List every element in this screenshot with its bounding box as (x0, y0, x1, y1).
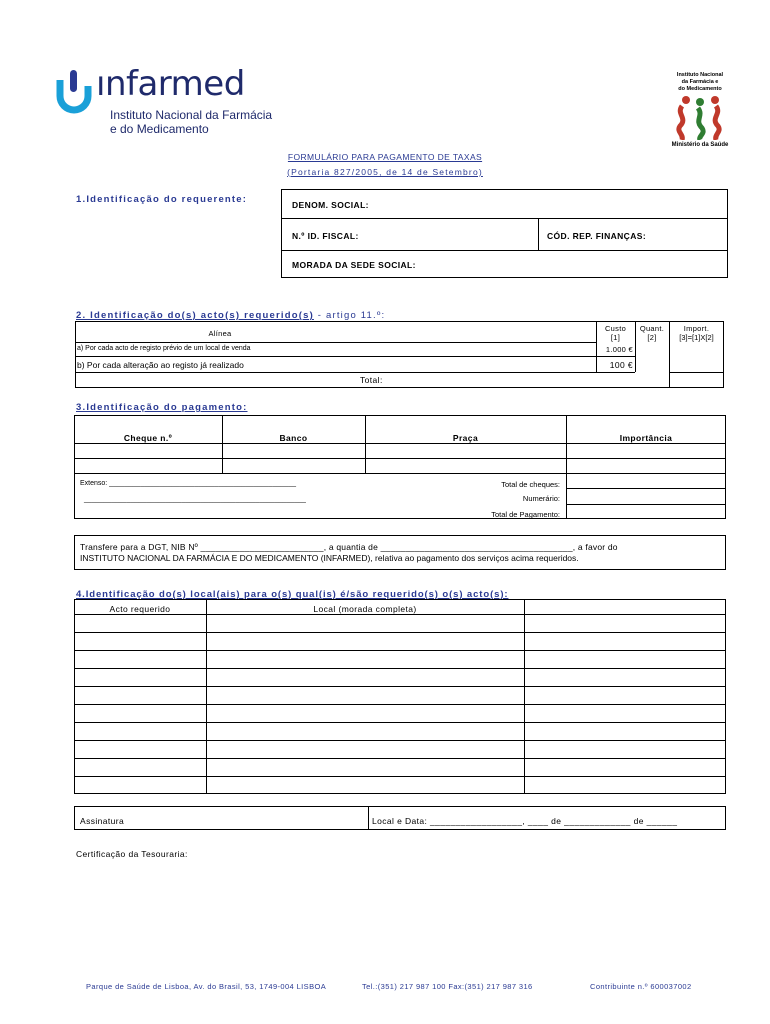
loc-hline-8 (74, 740, 726, 741)
pag-hline-3 (74, 473, 726, 474)
numerario-label: Numerário: (522, 494, 560, 503)
requerente-divider-1 (281, 218, 728, 219)
section3-heading: 3.Identificação do pagamento: (76, 402, 248, 413)
ministry-bottom-label: Ministério da Saúde (671, 142, 729, 148)
footer-phone: Tel.:(351) 217 987 100 Fax:(351) 217 987 316 (362, 982, 533, 991)
pag-hline-2 (74, 458, 726, 459)
pag-vline-2 (365, 415, 366, 473)
loc-hline-5 (74, 686, 726, 687)
actos-hline-2 (75, 356, 596, 357)
total-cheques-label: Total de cheques: (501, 480, 560, 489)
transfer-line1: Transfere para a DGT, NIB Nº _________________________, a quantia de _______________________________________, a favor do (80, 542, 618, 552)
loc-hline-6 (74, 704, 726, 705)
total-label: Total: (360, 375, 383, 385)
pag-hline-5 (566, 504, 726, 505)
local-data-label: Local e Data: __________________, ____ de _____________ de ______ (372, 816, 678, 826)
loc-hline-3 (74, 650, 726, 651)
section1-heading: 1.Identificação do requerente: (76, 194, 248, 205)
pag-vline-1 (222, 415, 223, 473)
ministry-top-line1: Instituto Nacional (676, 72, 724, 78)
col-banco: Banco (279, 433, 308, 443)
infarmed-logo (56, 64, 276, 140)
col-custo-sub: [1] (610, 333, 621, 342)
section2-heading-main: 2. Identificação do(s) acto(s) requerido(s) (76, 310, 314, 321)
total-pagamento-label: Total de Pagamento: (491, 510, 560, 519)
section2-heading-suffix: - artigo 11.º: (313, 310, 386, 321)
row-a-label: a) Por cada acto de registo prévio de um local de venda (77, 345, 251, 352)
denom-social-label: DENOM. SOCIAL: (292, 200, 369, 210)
col-import-sub: [3]=[1]X[2] (679, 333, 714, 342)
requerente-divider-2 (281, 250, 728, 251)
loc-vline-2 (524, 599, 525, 794)
ministry-top-line3: do Medicamento (678, 86, 722, 92)
col-quant: Quant. (639, 324, 665, 333)
loc-hline-2 (74, 632, 726, 633)
extenso-line2: _________________________________________________________ (84, 496, 306, 503)
row-b-custo: 100 € (609, 360, 633, 370)
transfer-line2: INSTITUTO NACIONAL DA FARMÁCIA E DO MEDICAMENTO (INFARMED), relativa ao pagamento dos serviços acima requeridos. (80, 553, 579, 563)
loc-hline-1 (74, 614, 726, 615)
actos-hline-6 (669, 372, 724, 373)
col-praca: Praça (452, 433, 479, 443)
form-title: FORMULÁRIO PARA PAGAMENTO DE TAXAS (287, 152, 483, 162)
loc-hline-9 (74, 758, 726, 759)
row-a-custo: 1.000 € (605, 345, 633, 354)
logo-line1: Instituto Nacional da Farmácia (110, 108, 273, 122)
col-acto-requerido: Acto requerido (109, 604, 171, 614)
col-alinea: Alínea (208, 329, 232, 338)
section4-heading: 4.Identificação do(s) local(ais) para o(s) qual(is) é/são requerido(s) o(s) acto(s): (76, 589, 509, 600)
loc-hline-7 (74, 722, 726, 723)
loc-hline-4 (74, 668, 726, 669)
actos-hline-1 (75, 342, 596, 343)
logo-wordmark: ınfarmed (96, 64, 245, 104)
pag-hline-1 (74, 443, 726, 444)
col-quant-sub: [2] (647, 333, 657, 342)
ministry-emblem (660, 72, 740, 152)
pag-hline-4 (566, 488, 726, 489)
logo-line2: e do Medicamento (110, 122, 209, 136)
extenso-line1: Extenso: ________________________________________________ (80, 480, 297, 487)
actos-hline-5 (596, 372, 635, 373)
ministry-top-line2: da Farmácia e (681, 79, 719, 85)
loc-hline-10 (74, 776, 726, 777)
col-import: Import. (683, 324, 710, 333)
nif-label: N.º ID. FISCAL: (292, 231, 359, 241)
col-importancia: Importância (619, 433, 673, 443)
actos-hline-4 (596, 356, 635, 357)
signature-vline (368, 806, 369, 830)
assinatura-label: Assinatura (80, 816, 125, 826)
infarmed-u-icon (56, 68, 96, 116)
morada-sede-label: MORADA DA SEDE SOCIAL: (292, 260, 416, 270)
footer-address: Parque de Saúde de Lisboa, Av. do Brasil, 53, 1749-004 LISBOA (86, 982, 327, 991)
form-subtitle: (Portaria 827/2005, de 14 de Setembro) (287, 167, 483, 177)
ministry-figures-icon (670, 94, 730, 140)
footer-nif: Contribuinte n.º 600037002 (590, 982, 692, 991)
col-local-morada: Local (morada completa) (313, 604, 417, 614)
row-b-label: b) Por cada alteração ao registo já realizado (77, 360, 244, 370)
locais-table (74, 599, 726, 794)
col-custo: Custo (604, 324, 627, 333)
cod-financas-label: CÓD. REP. FINANÇAS: (547, 231, 647, 241)
section2-heading (76, 310, 385, 321)
col-cheque: Cheque n.º (123, 433, 173, 443)
requerente-vdivider (538, 218, 539, 250)
actos-hline-3 (75, 372, 596, 373)
loc-vline-1 (206, 599, 207, 794)
certificacao-label: Certificação da Tesouraria: (76, 849, 188, 859)
